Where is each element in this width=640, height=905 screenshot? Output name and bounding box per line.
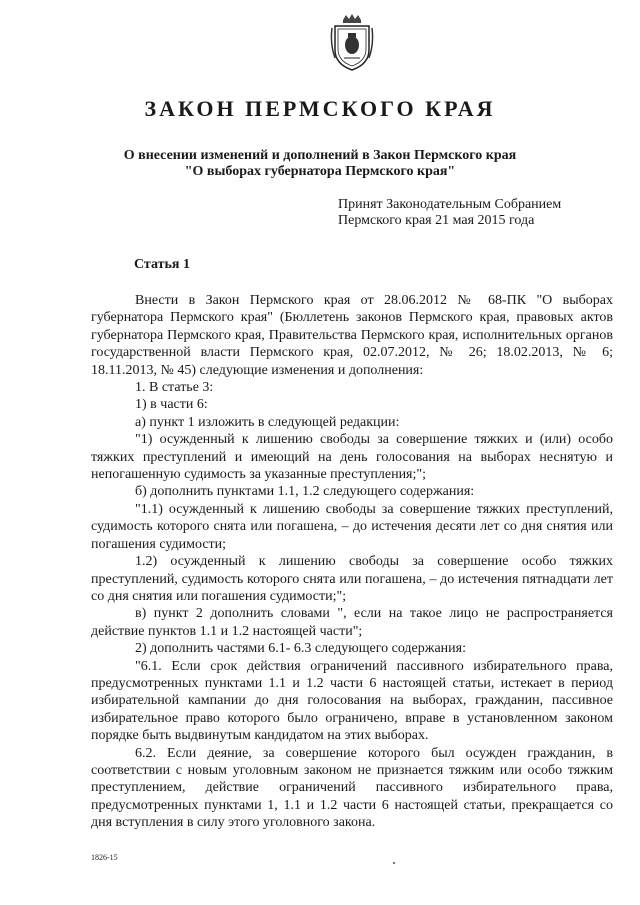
- subtitle-line-1: О внесении изменений и дополнений в Закон Пермского края: [123, 148, 517, 163]
- subtitle-line-2: "О выборах губернатора Пермского края": [184, 164, 456, 179]
- adoption-line-1: Принят Законодательным Собранием: [338, 197, 562, 212]
- article-paragraph: 2) дополнить частями 6.1- 6.3 следующего содержания:: [135, 641, 466, 657]
- article-paragraph: 1) в части 6:: [135, 397, 208, 413]
- article-heading: Статья 1: [134, 257, 190, 272]
- article-paragraph: а) пункт 1 изложить в следующей редакции:: [135, 414, 400, 430]
- article-paragraph: 1.2) осужденный к лишению свободы за совершение особо тяжких преступлений, судимость которого снята или погашена, – до истечения пятнадцати лет со дня снятия или погашения судимости;";: [91, 554, 613, 604]
- article-paragraph: "1.1) осужденный к лишению свободы за совершение тяжких преступлений, судимость которого снята или погашена, – до истечения десяти лет со дня снятия или погашения судимости;: [91, 501, 613, 552]
- perm-krai-coat-of-arms-icon: [329, 14, 375, 72]
- article-paragraph: 1. В статье 3:: [135, 380, 214, 396]
- law-title: ЗАКОН ПЕРМСКОГО КРАЯ: [144, 96, 496, 121]
- page-mark: [393, 862, 395, 864]
- article-paragraph: б) дополнить пунктами 1.1, 1.2 следующего содержания:: [135, 484, 475, 500]
- law-subtitle: [0, 148, 640, 180]
- article-paragraph: "1) осужденный к лишению свободы за совершение тяжких и (или) особо тяжких преступлений и имеющий на день голосования на выборах неснятую и непогашенную судимость за указанные преступления;";: [91, 432, 613, 483]
- article-paragraph: Внести в Закон Пермского края от 28.06.2012 № 68-ПК "О выборах губернатора Пермского края" (Бюллетень законов Пермского края, правовых актов губернатора Пермского края, Правительства Пермского края, исполнительных органов государственной власти Пермского края, 02.07.2012, № 26; 18.02.2013, № 6; 18.11.2013, № 45) следующие изменения и дополнения:: [91, 293, 613, 378]
- article-body: [91, 292, 613, 832]
- article-paragraph: 6.2. Если деяние, за совершение которого был осужден гражданин, в соответствии с новым уголовным законом не признается тяжким или особо тяжким преступлением, действие ограничений пассивного избирательного права, предусмотренных пунктами 1, 1.1 и 1.2 части 6 настоящей статьи, прекращается со дня вступления в силу этого уголовного закона.: [91, 745, 613, 831]
- article-paragraph: в) пункт 2 дополнить словами ", если на такое лицо не распространяется действие пунктов 1.1 и 1.2 настоящей части";: [91, 606, 613, 639]
- document-number: 1826-15: [91, 853, 118, 862]
- adoption-line-2: Пермского края 21 мая 2015 года: [338, 213, 535, 228]
- adoption-note: [338, 197, 561, 229]
- article-paragraph: "6.1. Если срок действия ограничений пассивного избирательного права, предусмотренных пунктами 1.1 и 1.2 части 6 настоящей статьи, истекает в период избирательной кампании до дня голосования на выборах, гражданин, пассивное избирательное право которого было ограничено, вправе в установленном законом порядке быть выдвинутым кандидатом на этих выборах.: [91, 658, 613, 744]
